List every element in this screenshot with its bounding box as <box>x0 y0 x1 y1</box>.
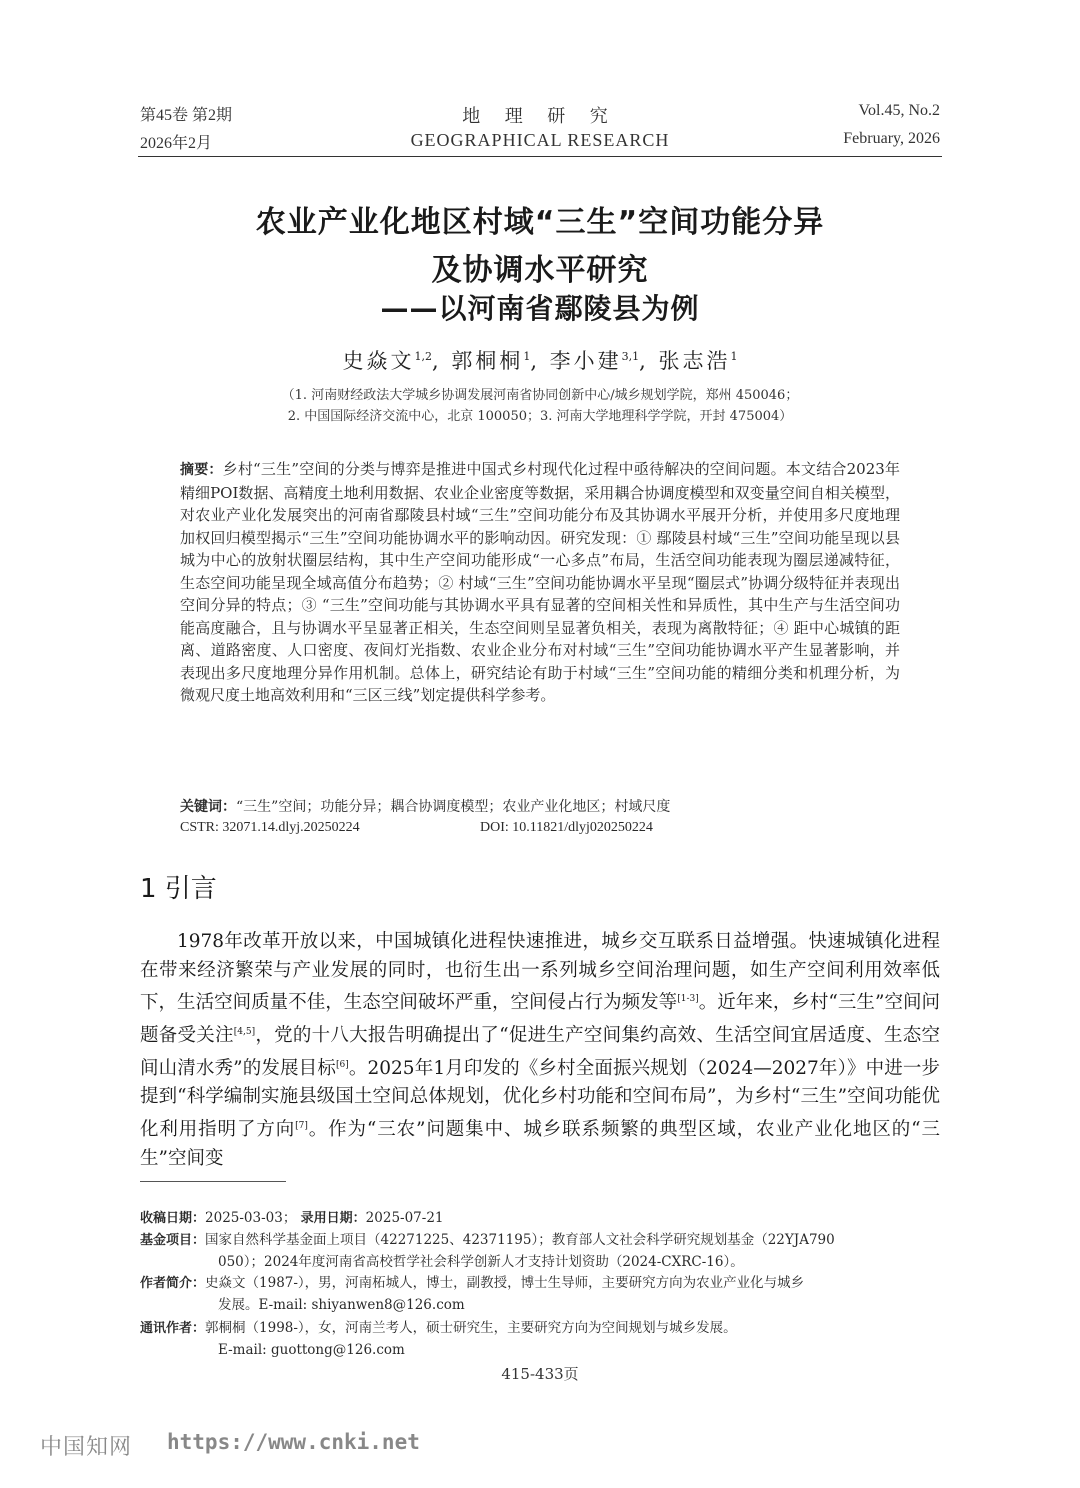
footnote-fund <box>140 1230 940 1273</box>
footnote-author <box>140 1273 940 1316</box>
date-en: February, 2026 <box>843 130 940 147</box>
author-name: 李小建 <box>549 349 622 373</box>
body-text: ，党的十八大报告明确提出了“促进生产空间集约高效、生活空间宜居适度、生态空间山清水秀”的发展目标 <box>140 1025 940 1079</box>
cnki-watermark-url[interactable]: https://www.cnki.net <box>167 1430 420 1454</box>
keywords-text: “三生”空间；功能分异；耦合协调度模型；农业产业化地区；村域尺度 <box>236 799 671 815</box>
volume-en: Vol.45, No.2 <box>858 102 940 119</box>
footnote-corresponding <box>140 1318 940 1361</box>
volume-cn: 第45卷 第2期 <box>140 107 233 124</box>
received-date: 2025-03-03； <box>205 1210 297 1226</box>
body-text: 。2025年1月印发的《乡村全面振兴规划（2024—2027年）》中进一步提到“科学编制实施县级国土空间总体规划，优化乡村功能和空间布局”，为乡村“三生”空间功能优化利用指明了方向 <box>140 1057 940 1141</box>
paper-title-line1: 农业产业化地区村域“三生”空间功能分异 <box>255 205 825 240</box>
accepted-date: 2025-07-21 <box>365 1210 444 1226</box>
corresponding-email: E-mail: guottong@126.com <box>218 1341 405 1358</box>
author-name: 张志浩 <box>658 349 731 373</box>
body-text: 。近年来，乡村“三生”空间问题备受关注 <box>140 992 940 1047</box>
keywords <box>180 796 670 816</box>
fund-text: 国家自然科学基金面上项目（42271225、42371195）；教育部人文社会科学研究规划基金（22YJA790 <box>205 1232 835 1248</box>
corresponding-label: 通讯作者： <box>140 1321 206 1336</box>
fund-label: 基金项目： <box>140 1233 206 1248</box>
author-list: 史焱文$^{1,2}$, 郭桐桐$^1$, 李小建$^{3,1}$, 张志浩$^1$ <box>342 349 738 373</box>
date-cn: 2026年2月 <box>140 135 213 152</box>
author-affil: 3,1 <box>621 350 640 363</box>
footnote-dates <box>140 1208 940 1230</box>
journal-title-cn: 地 理 研 究 <box>462 106 618 126</box>
author-name: 史焱文 <box>342 349 415 373</box>
abstract-text: 乡村“三生”空间的分类与博弈是推进中国式乡村现代化过程中亟待解决的空间问题。本文结合2023年精细POI数据、高精度土地利用数据、农业企业密度等数据，采用耦合协调度模型和双变量空间自相关模型，对农业产业化发展突出的河南省鄢陵县村域“三生”空间功能分布及其协调水平展开分析，并使用多尺度地理加权回归模型揭示“三生”空间功能协调水平的影响动因。研究发现：① 鄢陵县村域“三生”空间功能呈现以县城为中心的放射状圈层结构，其中生产空间功能形成“一心多点”布局，生活空间功能表现为圈层递减特征，生态空间功能呈现全域高值分布趋势；② 村域“三生”空间功能协调水平呈现“圈层式”协调分级特征并表现出空间分异的特点；③ “三生”空间功能与其协调水平具有显著的空间相关性和异质性，其中生产与生活空间功能高度融合，且与协调水平呈显著正相关，生态空间则呈显著负相关，表现为离散特征；④ 距中心城镇的距离、道路密度、人口密度、夜间灯光指数、农业企业分布对村域“三生”空间功能协调水平产生显著影响，并表现出多尺度地理分异作用机制。总体上，研究结论有助于村域“三生”空间功能的精细分类和机理分析，为微观尺度土地高效利用和“三区三线”划定提供科学参考。 <box>180 460 901 704</box>
citation: [1-3] <box>677 994 699 1005</box>
body-paragraph <box>140 928 940 1173</box>
journal-title-en: GEOGRAPHICAL RESEARCH <box>410 130 670 150</box>
cstr: CSTR: 32071.14.dlyj.20250224 <box>180 820 360 835</box>
corresponding-text: 郭桐桐（1998-），女，河南兰考人，硕士研究生，主要研究方向为空间规划与城乡发展。 <box>205 1320 737 1336</box>
footnote-rule <box>140 1181 286 1182</box>
paper-title-line2: 及协调水平研究 <box>431 253 649 288</box>
affiliation-line1: （1. 河南财经政法大学城乡协调发展河南省协同创新中心/城乡规划学院，郑州 450046； <box>281 388 799 403</box>
fund-text: 050）；2024年度河南省高校哲学社会科学创新人才支持计划资助（2024-CXRC-16）。 <box>218 1253 744 1270</box>
author-bio-text: 发展。E-mail: shiyanwen8@126.com <box>218 1296 465 1313</box>
author-affil: 1,2 <box>414 350 432 363</box>
header-rule <box>138 156 942 157</box>
received-label: 收稿日期： <box>140 1211 206 1226</box>
accepted-label: 录用日期： <box>300 1211 366 1226</box>
abstract <box>180 458 900 707</box>
keywords-label: 关键词： <box>180 799 236 815</box>
citation: [4,5] <box>233 1026 256 1037</box>
citation: [7] <box>295 1121 308 1132</box>
author-affil: 1 <box>730 350 738 363</box>
section-heading: 1 引言 <box>140 874 217 904</box>
author-affil: 1 <box>523 350 531 363</box>
author-bio-label: 作者简介： <box>140 1276 206 1291</box>
cnki-watermark-name: 中国知网 <box>40 1435 133 1460</box>
citation: [6] <box>335 1059 349 1070</box>
doi: DOI: 10.11821/dlyj020250224 <box>480 820 653 835</box>
author-bio-text: 史焱文（1987-），男，河南柘城人，博士，副教授，博士生导师，主要研究方向为农业产业化与城乡 <box>205 1275 805 1291</box>
affiliation-line2: 2. 中国国际经济交流中心，北京 100050；3. 河南大学地理科学学院，开封 475004） <box>287 409 793 424</box>
body-text: 。作为“三农”问题集中、城乡联系频繁的典型区域，农业产业化地区的“三生”空间变 <box>140 1119 940 1169</box>
body-text: 1978年改革开放以来，中国城镇化进程快速推进，城乡交互联系日益增强。快速城镇化进程在带来经济繁荣与产业发展的同时，也衍生出一系列城乡空间治理问题，如生产空间利用效率低下，生活空间质量不佳，生态空间破坏严重，空间侵占行为频发等 <box>140 931 940 1014</box>
author-name: 郭桐桐 <box>451 349 524 373</box>
abstract-label: 摘要： <box>180 462 223 478</box>
paper-subtitle: ——以河南省鄢陵县为例 <box>380 292 700 325</box>
page-range: 415-433页 <box>501 1365 579 1383</box>
